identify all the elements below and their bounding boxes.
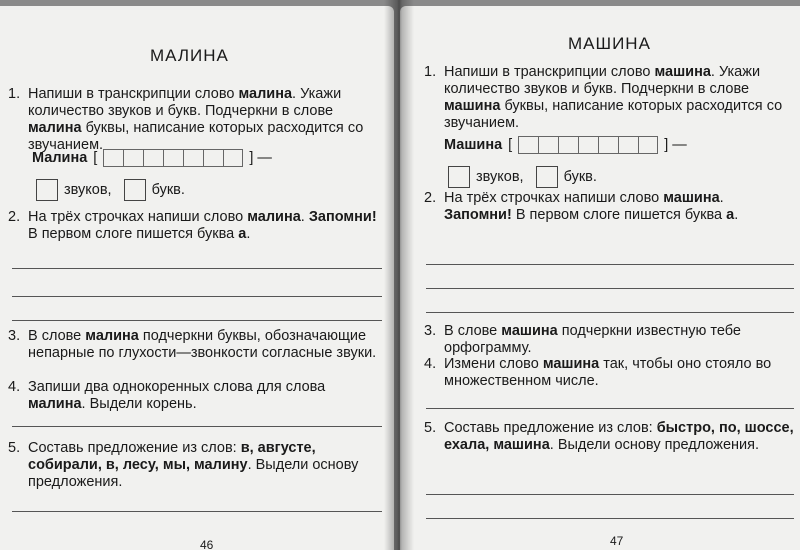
writing-line[interactable]	[426, 408, 794, 409]
writing-line[interactable]	[12, 426, 382, 427]
transcription-row: Малина [ ] —	[32, 150, 272, 166]
writing-line[interactable]	[426, 288, 794, 289]
page-number: 46	[200, 538, 214, 550]
writing-line[interactable]	[426, 312, 794, 313]
task-2: 2. На трёх строчках напиши слово малина. Запомни! В первом слоге пишется буква а.	[8, 209, 377, 242]
writing-line[interactable]	[426, 264, 794, 265]
task-5: 5. Составь предложение из слов: быстро, по, шоссе, ехала, машина. Выдели основу предложения.	[424, 420, 794, 453]
task-4: 4. Запиши два однокоренных слова для слова малина. Выдели корень.	[8, 379, 326, 412]
task-4: 4. Измени слово машина так, чтобы оно стояло во множественном числе.	[424, 356, 772, 389]
right-page	[400, 6, 800, 550]
writing-line[interactable]	[12, 268, 382, 269]
writing-line[interactable]	[12, 320, 382, 321]
letters-count-box[interactable]	[124, 179, 146, 201]
writing-line[interactable]	[12, 296, 382, 297]
task-5: 5. Составь предложение из слов: в, августе, собирали, в, лесу, мы, малину. Выдели основу предложения.	[8, 440, 359, 490]
count-row: звуков, букв.	[448, 166, 597, 188]
task-1: 1. Напиши в транскрипции слово малина. Укажи количество звуков и букв. Подчеркни в слове малина буквы, написание которых расходится со звучанием.	[8, 86, 364, 153]
task-1: 1. Напиши в транскрипции слово машина. Укажи количество звуков и букв. Подчеркни в слове машина буквы, написание которых расходится со звучанием.	[424, 64, 783, 131]
letters-count-box[interactable]	[536, 166, 558, 188]
task-3: 3. В слове машина подчеркни известную тебе орфограмму.	[424, 323, 741, 356]
writing-line[interactable]	[426, 494, 794, 495]
count-row: звуков, букв.	[36, 179, 185, 201]
sounds-count-box[interactable]	[448, 166, 470, 188]
page-title: МАЛИНА	[150, 46, 229, 65]
task-2: 2. На трёх строчках напиши слово машина. Запомни! В первом слоге пишется буква а.	[424, 190, 739, 223]
sounds-count-box[interactable]	[36, 179, 58, 201]
transcription-row: Машина [ ] —	[444, 137, 687, 153]
left-page	[0, 6, 394, 550]
writing-line[interactable]	[12, 511, 382, 512]
transcription-cells[interactable]	[518, 136, 658, 154]
book-spine-shadow	[384, 0, 414, 550]
task-3: 3. В слове малина подчеркни буквы, обозначающие непарные по глухости—звонкости согласные звуки.	[8, 328, 377, 361]
page-title: МАШИНА	[568, 34, 651, 53]
transcription-cells[interactable]	[103, 149, 243, 167]
writing-line[interactable]	[426, 518, 794, 519]
page-number: 47	[610, 534, 624, 548]
